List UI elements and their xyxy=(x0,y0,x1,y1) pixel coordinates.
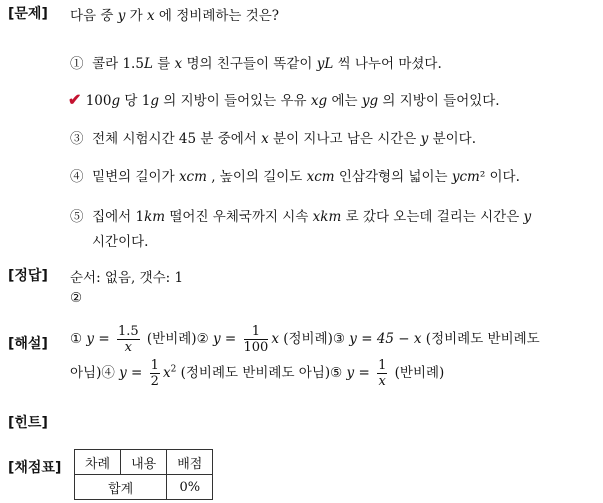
option-1[interactable]: ① 콜라 1.5L 를 x 명의 친구들이 똑같이 yL 씩 나누어 마셨다. xyxy=(70,56,442,72)
answer-value: ② xyxy=(70,290,83,306)
explanation-label: [해설] xyxy=(8,336,48,352)
check-mark-icon: ✔ xyxy=(68,90,82,109)
option-3[interactable]: ③ 전체 시험시간 45 분 중에서 x 분이 지나고 남은 시간은 y 분이다. xyxy=(70,131,476,147)
total-label: 합계 xyxy=(75,475,167,500)
fraction: $\frac{1}{x}$ xyxy=(378,358,387,389)
answer-meta: 순서: 없음, 갯수: 1 xyxy=(70,270,184,286)
explanation-line-2: 아님)④ y = $\frac{1}{2}$ $x^2$ (정비례도 반비례도 아님)⑤ y = $\frac{1}{x}$ (반비례) xyxy=(70,358,445,389)
hint-label: [힌트] xyxy=(8,415,48,431)
option-4[interactable]: ④ 밑변의 길이가 xcm , 높이의 길이도 xcm 인삼각형의 넓이는 ycm² 이다. xyxy=(70,169,520,185)
grading-label: [채점표] xyxy=(8,460,62,476)
option-5[interactable]: ⑤ 집에서 1km 떨어진 우체국까지 시속 xkm 로 갔다 오는데 걸리는 시간은 y xyxy=(70,209,532,225)
question-text: 다음 중 y 가 x 에 정비례하는 것은? xyxy=(70,8,280,24)
fraction: $\frac{1.5}{x}$ xyxy=(117,324,139,355)
table-row xyxy=(75,450,213,475)
option-2[interactable]: ✔ 100g 당 1g 의 지방이 들어있는 우유 xg 에는 yg 의 지방이 들어있다. xyxy=(68,90,500,109)
header-score: 배점 xyxy=(167,450,213,475)
explanation-line-1: ① y = $\frac{1.5}{x}$ (반비례)② y = $\frac{1}{100}$ x (정비례)③ y = 45 − x (정비례도 반비례도 xyxy=(70,324,540,355)
grading-table xyxy=(74,449,213,500)
total-value: 0% xyxy=(167,475,213,500)
answer-label: [정답] xyxy=(8,268,48,284)
table-row xyxy=(75,475,213,500)
header-content: 내용 xyxy=(121,450,167,475)
problem-label: [문제] xyxy=(8,6,48,22)
header-order: 차례 xyxy=(75,450,121,475)
option-5-continuation: 시간이다. xyxy=(92,234,149,250)
fraction: $\frac{1}{2}$ xyxy=(150,358,159,389)
fraction: $\frac{1}{100}$ xyxy=(243,324,269,355)
